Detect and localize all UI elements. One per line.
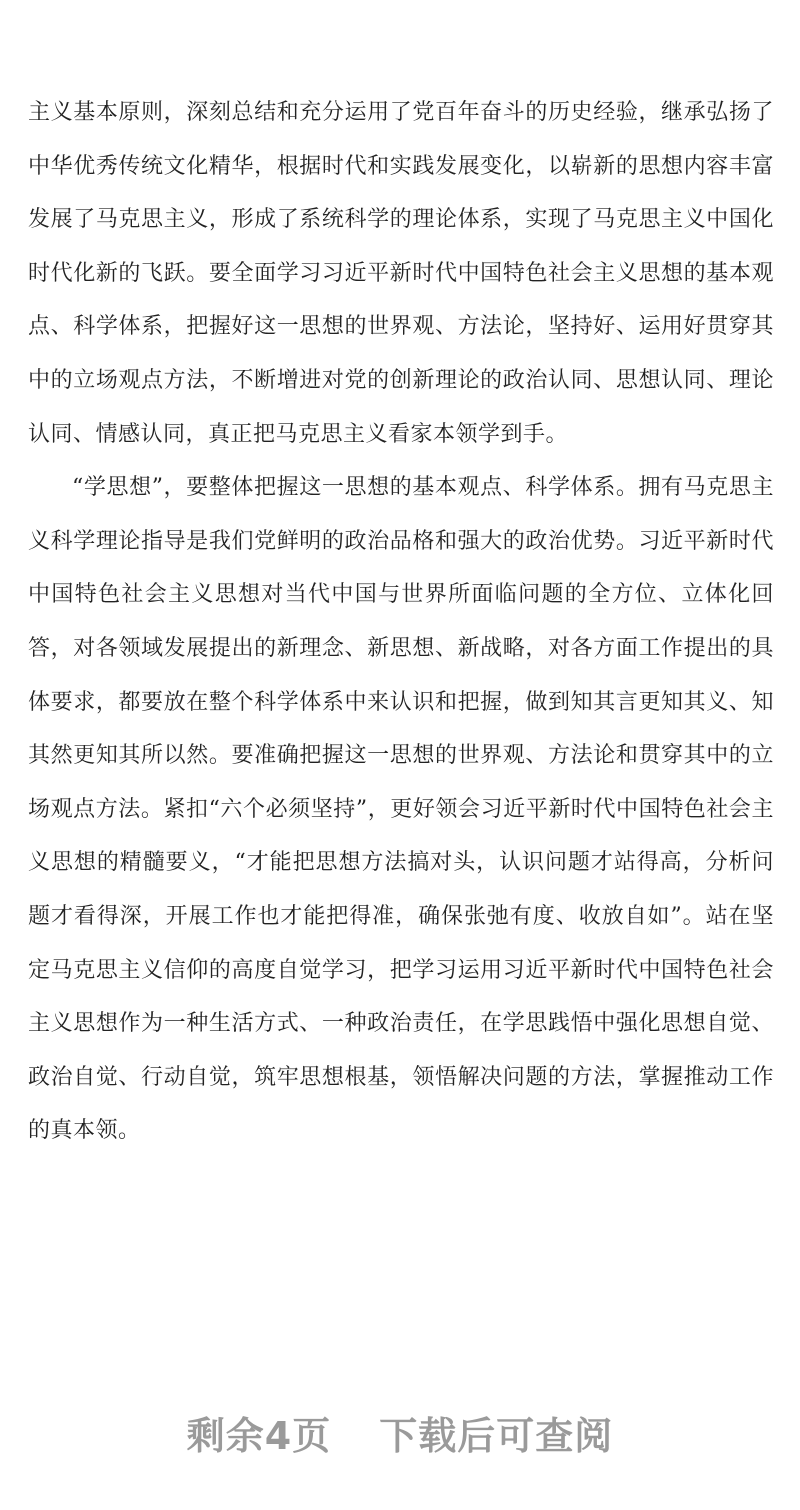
remaining-pages-label: 剩余4页: [186, 1414, 332, 1458]
paragraph-1: 主义基本原则，深刻总结和充分运用了党百年奋斗的历史经验，继承弘扬了中华优秀传统文化精华，根据时代和实践发展变化，以崭新的思想内容丰富发展了马克思主义，形成了系统科学的理论体系，实现了马克思主义中国化时代化新的飞跃。要全面学习习近平新时代中国特色社会主义思想的基本观点、科学体系，把握好这一思想的世界观、方法论，坚持好、运用好贯穿其中的立场观点方法，不断增进对党的创新理论的政治认同、思想认同、理论认同、情感认同，真正把马克思主义看家本领学到手。: [28, 100, 774, 447]
download-prompt-banner[interactable]: [0, 1405, 800, 1460]
paragraph-2: “学思想”，要整体把握这一思想的基本观点、科学体系。拥有马克思主义科学理论指导是我们党鲜明的政治品格和强大的政治优势。习近平新时代中国特色社会主义思想对当代中国与世界所面临问题的全方位、立体化回答，对各领域发展提出的新理念、新思想、新战略，对各方面工作提出的具体要求，都要放在整个科学体系中来认识和把握，做到知其言更知其义、知其然更知其所以然。要准确把握这一思想的世界观、方法论和贯穿其中的立场观点方法。紧扣“六个必须坚持”，更好领会习近平新时代中国特色社会主义思想的精髓要义，“才能把思想方法搞对头，认识问题才站得高，分析问题才看得深，开展工作也才能把得准，确保张弛有度、收放自如”。站在坚定马克思主义信仰的高度自觉学习，把学习运用习近平新时代中国特色社会主义思想作为一种生活方式、一种政治责任，在学思践悟中强化思想自觉、政治自觉、行动自觉，筑牢思想根基，领悟解决问题的方法，掌握推动工作的真本领。: [28, 475, 774, 1144]
download-to-view-label: 下载后可查阅: [379, 1414, 614, 1458]
document-body: [28, 86, 774, 1158]
